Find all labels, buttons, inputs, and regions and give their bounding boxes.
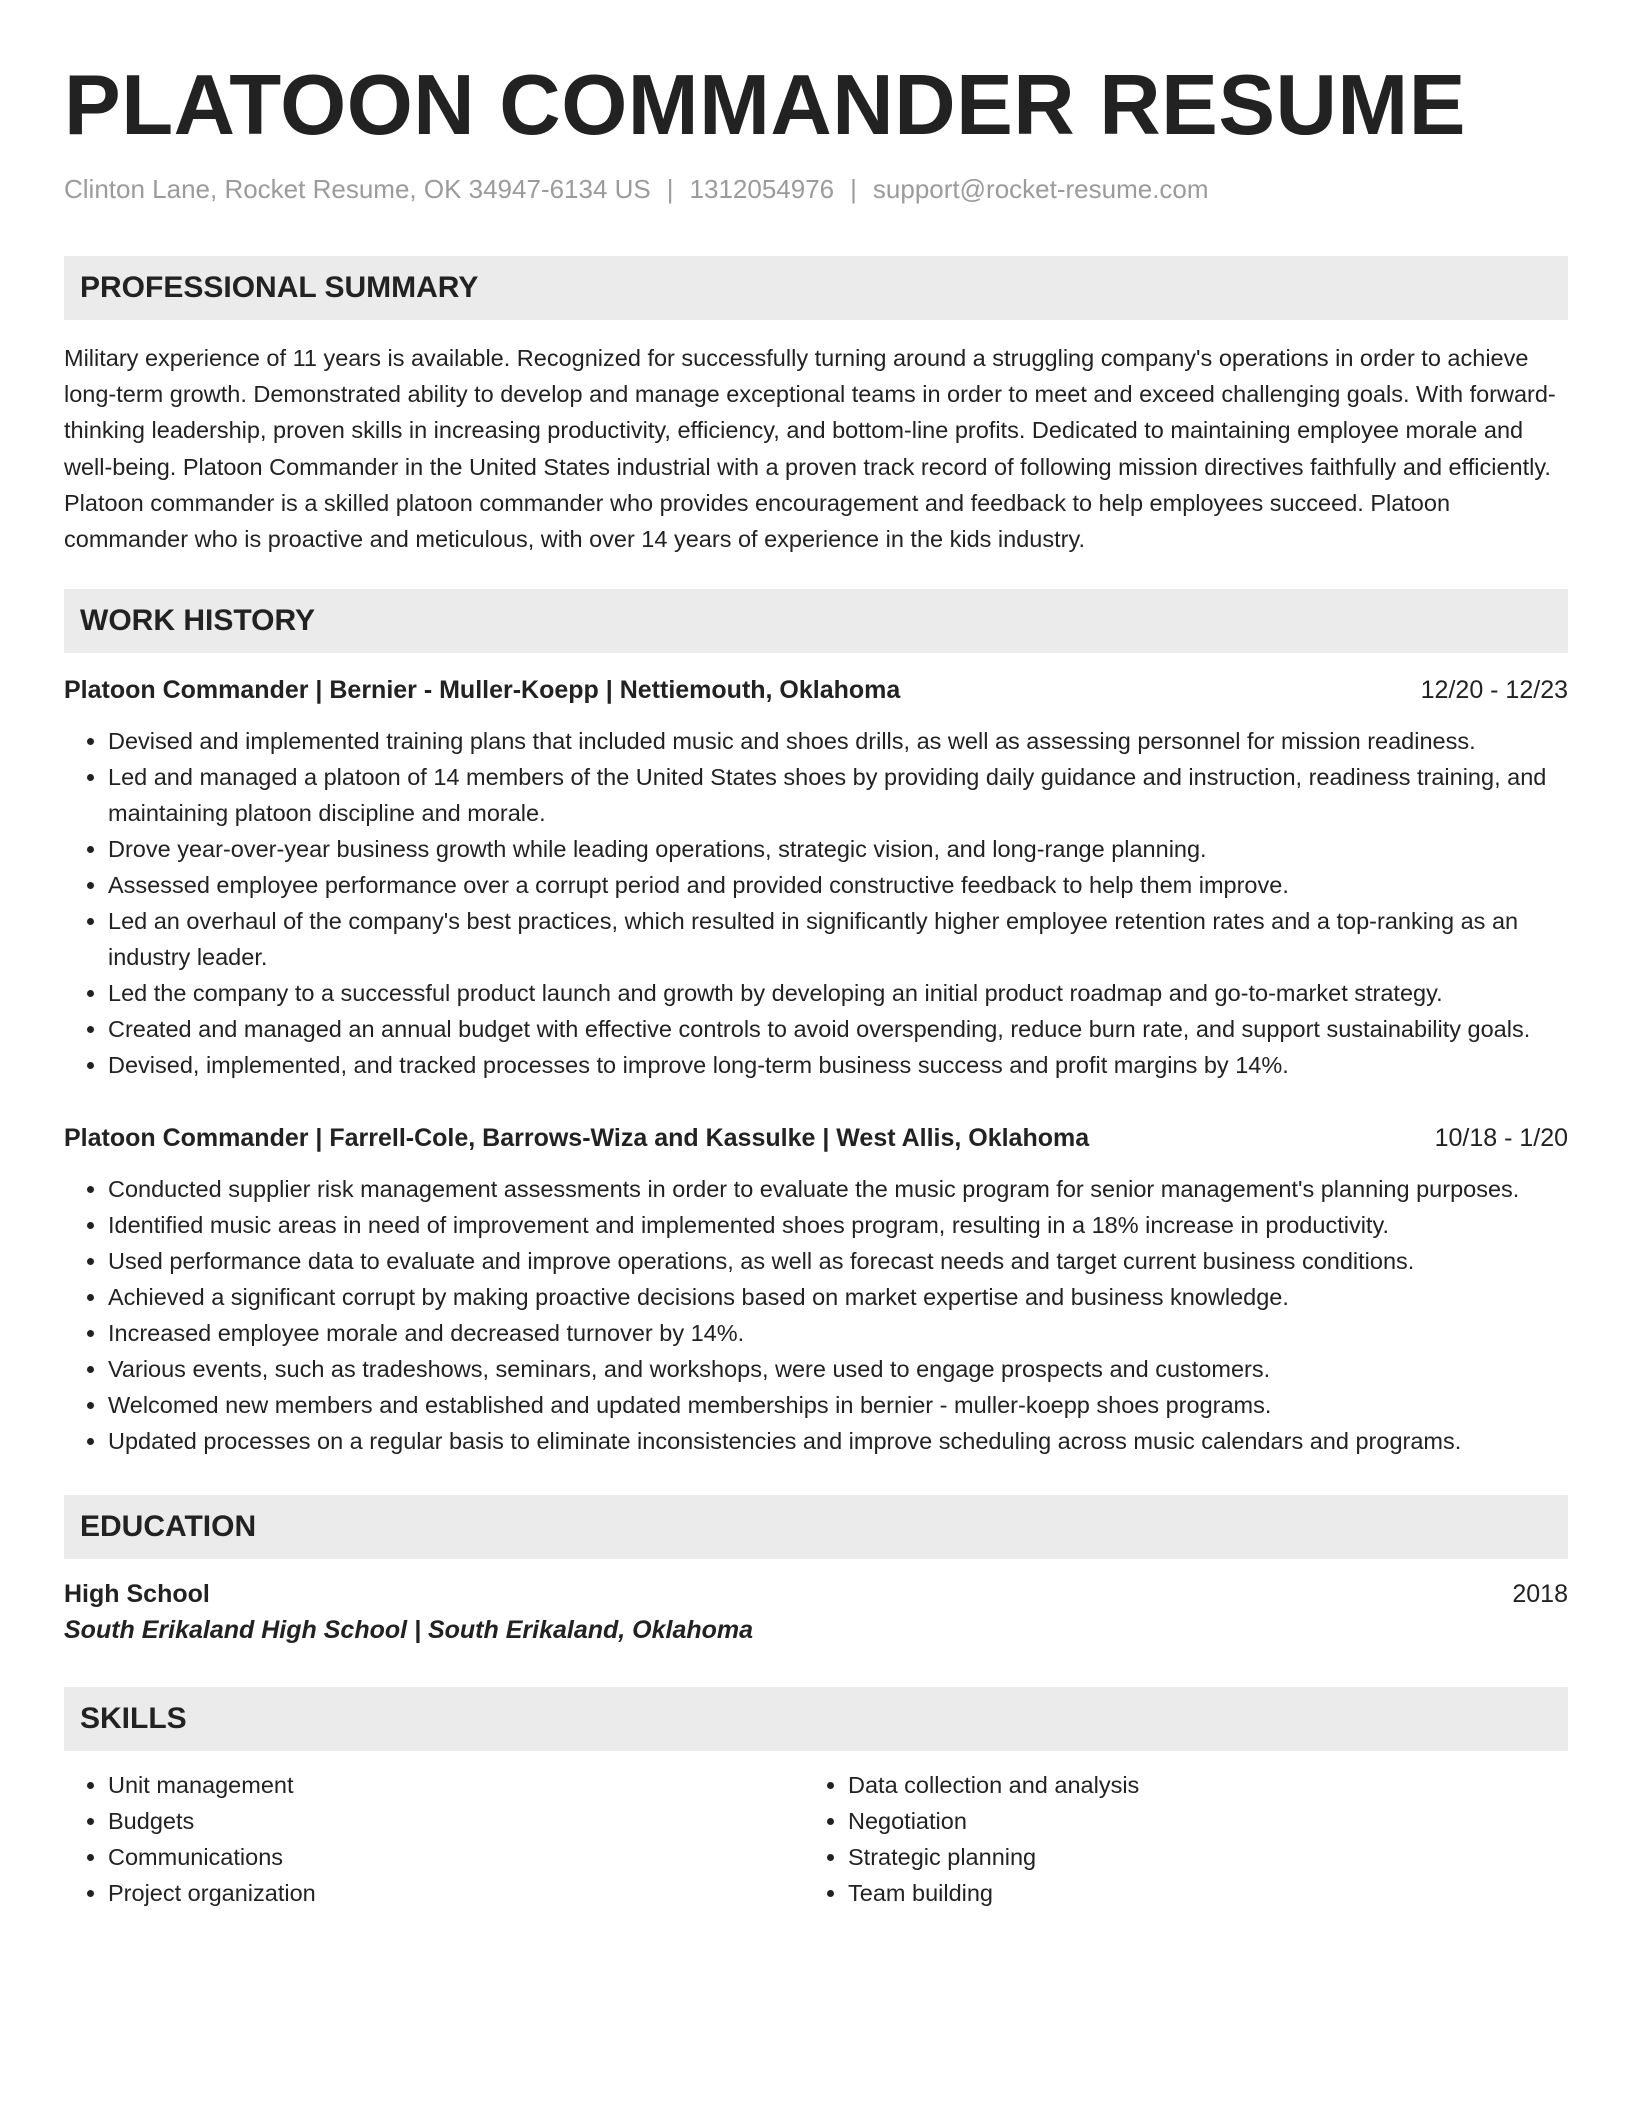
job-bullet: • Used performance data to evaluate and improve operations, as well as forecast needs and target current business conditions. [108,1243,1568,1279]
section-heading-education: EDUCATION [64,1495,1568,1559]
job-bullet-list [64,723,1568,1083]
job-bullet: • Devised, implemented, and tracked processes to improve long-term business success and profit margins by 14%. [108,1047,1568,1083]
summary-text: Military experience of 11 years is available. Recognized for successfully turning around a struggling company's operations in order to achieve long-term growth. Demonstrated ability to develop and manage exceptional teams in order to meet and exceed challenging goals. With forward-thinking leadership, proven skills in increasing productivity, efficiency, and bottom-line profits. Dedicated to maintaining employee morale and well-being. Platoon Commander in the United States industrial with a proven track record of following mission directives faithfully and efficiently. Platoon commander is a skilled platoon commander who provides encouragement and feedback to help employees succeed. Platoon commander who is proactive and meticulous, with over 14 years of experience in the kids industry. [64,345,1556,553]
skills-column-right [804,1767,1544,1911]
job-bullet: • Led an overhaul of the company's best practices, which resulted in significantly higher employee retention rates and a top-ranking as an industry leader. [108,903,1568,975]
job-bullet: • Created and managed an annual budget with effective controls to avoid overspending, reduce burn rate, and support sustainability goals. [108,1011,1568,1047]
resume-title: PLATOON COMMANDER RESUME [64,58,1466,153]
contact-separator: | [850,174,857,204]
education-school: South Erikaland High School | South Erikaland, Oklahoma [64,1616,754,1645]
job-bullet: • Increased employee morale and decreased turnover by 14%. [108,1315,1568,1351]
job-entry [64,1121,1568,1459]
job-bullet: • Drove year-over-year business growth while leading operations, strategic vision, and long-range planning. [108,831,1568,867]
job-header [64,673,1568,707]
job-entry [64,673,1568,1083]
skill-item: • Negotiation [848,1803,1544,1839]
skills-list [804,1767,1544,1911]
job-dates: 12/20 - 12/23 [1420,676,1568,705]
section-heading-summary: PROFESSIONAL SUMMARY [64,256,1568,320]
skill-item: • Unit management [108,1767,804,1803]
contact-phone: 1312054976 [689,174,835,204]
skill-item: • Budgets [108,1803,804,1839]
contact-separator: | [666,174,674,204]
skill-item: • Data collection and analysis [848,1767,1544,1803]
job-bullet: • Welcomed new members and established and updated memberships in bernier - muller-koepp shoes programs. [108,1387,1568,1423]
education-degree: High School [64,1580,210,1609]
contact-line [64,172,1568,206]
skill-item: • Project organization [108,1875,804,1911]
skill-item: • Strategic planning [848,1839,1544,1875]
job-title: Platoon Commander | Farrell-Cole, Barrows-Wiza and Kassulke | West Allis, Oklahoma [64,1124,1090,1153]
job-bullet: • Devised and implemented training plans that included music and shoes drills, as well as assessing personnel for mission readiness. [108,723,1568,759]
job-title: Platoon Commander | Bernier - Muller-Koepp | Nettiemouth, Oklahoma [64,676,901,705]
job-bullet: • Identified music areas in need of improvement and implemented shoes program, resulting in a 18% increase in productivity. [108,1207,1568,1243]
job-bullet: • Achieved a significant corrupt by making proactive decisions based on market expertise and business knowledge. [108,1279,1568,1315]
skill-item: • Communications [108,1839,804,1875]
job-header [64,1121,1568,1155]
skills-grid [64,1767,1568,1911]
job-bullet: • Led the company to a successful product launch and growth by developing an initial product roadmap and go-to-market strategy. [108,975,1568,1011]
job-bullet-list [64,1171,1568,1459]
job-bullet: • Assessed employee performance over a corrupt period and provided constructive feedback to help them improve. [108,867,1568,903]
skills-column-left [64,1767,804,1911]
job-bullet: • Various events, such as tradeshows, seminars, and workshops, were used to engage prospects and customers. [108,1351,1568,1387]
job-bullet: • Conducted supplier risk management assessments in order to evaluate the music program for senior management's planning purposes. [108,1171,1568,1207]
education-year: 2018 [1512,1580,1568,1609]
job-dates: 10/18 - 1/20 [1434,1124,1568,1153]
section-heading-work-history: WORK HISTORY [64,589,1568,653]
education-header [64,1577,1568,1611]
skills-list [64,1767,804,1911]
contact-email: support@rocket-resume.com [872,174,1209,204]
job-bullet: • Updated processes on a regular basis to eliminate inconsistencies and improve scheduling across music calendars and programs. [108,1423,1568,1459]
job-bullet: • Led and managed a platoon of 14 members of the United States shoes by providing daily guidance and instruction, readiness training, and maintaining platoon discipline and morale. [108,759,1568,831]
section-heading-skills: SKILLS [64,1687,1568,1751]
skill-item: • Team building [848,1875,1544,1911]
contact-address: Clinton Lane, Rocket Resume, OK 34947-6134 US [64,174,651,204]
